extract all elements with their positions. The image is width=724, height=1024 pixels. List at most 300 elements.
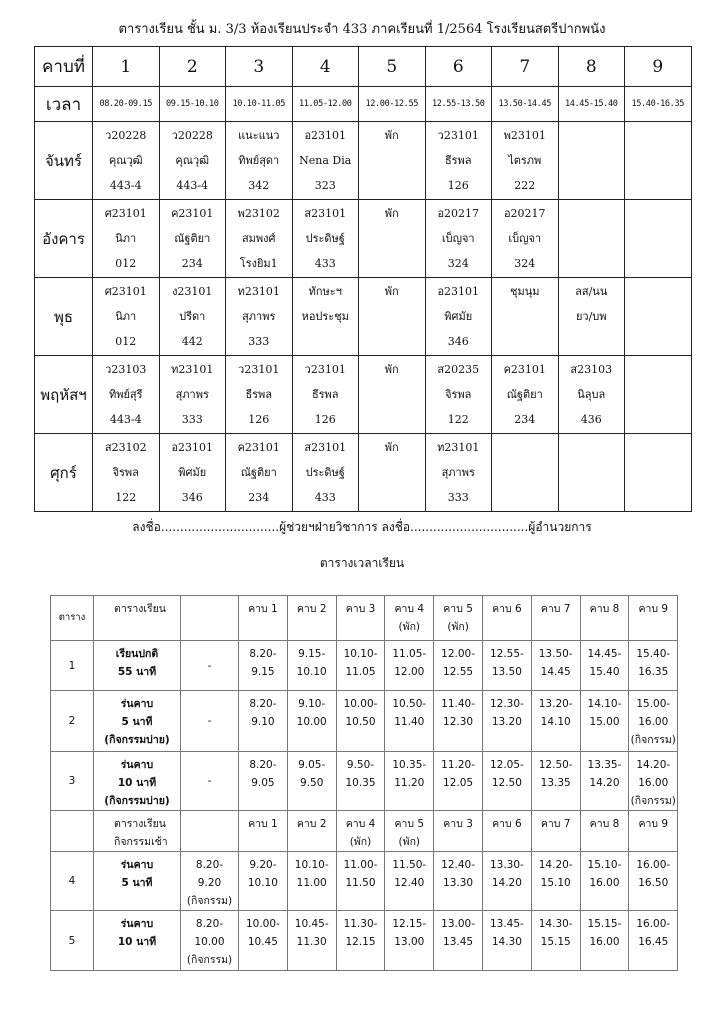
cell-line: 8.20- [249, 759, 277, 771]
cell-line: 324 [514, 257, 536, 270]
cell-line: ศ23101 [104, 285, 147, 298]
cell-line: 11.05 [345, 666, 376, 678]
cell-line: พิศมัย [178, 466, 207, 479]
time-cell [336, 596, 385, 641]
cell-line: 14.20 [491, 877, 522, 889]
cell-line: 10.00 [194, 936, 225, 948]
cell-line: นิลุบล [577, 388, 606, 401]
cell-line: (กิจกรรมบ่าย) [104, 734, 170, 746]
cell-line: 10.00- [343, 698, 378, 710]
cell-line: คาบ 5 [443, 603, 473, 615]
cell-line: 323 [314, 179, 336, 192]
cell-line: 15.40- [636, 648, 671, 660]
period-time: 12.55-13.50 [425, 87, 492, 122]
cell-line: ไตรภพ [508, 154, 542, 167]
cell-line: ว23101 [437, 129, 479, 142]
schedule-cell [425, 122, 492, 200]
time-cell [434, 641, 483, 691]
cell-line: 10 นาที [117, 777, 157, 789]
schedule-cell [292, 356, 359, 434]
cell-line: 12.40- [441, 859, 476, 871]
cell-line: 333 [447, 491, 469, 504]
cell-line: สุภาพร [175, 388, 209, 401]
time-cell [434, 911, 483, 971]
schedule-cell [558, 200, 625, 278]
period-label: คาบที่ [35, 47, 93, 87]
cell-line: ตารางเรียน [114, 818, 166, 830]
schedule-cell [93, 278, 160, 356]
cell-line: 12.55- [489, 648, 524, 660]
schedule-cell [292, 122, 359, 200]
cell-line: เบ็ญจา [441, 232, 475, 245]
cell-line: พ23102 [237, 207, 280, 220]
cell-line: 10.35 [345, 777, 376, 789]
time-cell [531, 852, 580, 911]
schedule-cell [93, 200, 160, 278]
cell-line: 8.20- [195, 918, 224, 930]
schedule-cell [558, 122, 625, 200]
period-number: 5 [359, 47, 426, 87]
cell-line: 012 [115, 257, 137, 270]
cell-line: 443-4 [109, 413, 142, 426]
schedule-cell [625, 278, 692, 356]
time-cell [580, 752, 629, 811]
time-cell [239, 811, 288, 852]
cell-line: คาบ 8 [589, 603, 620, 615]
cell-line: 16.00- [636, 918, 671, 930]
cell-line: 10.10 [296, 666, 327, 678]
schedule-cell [159, 278, 226, 356]
period-time-table [50, 595, 678, 971]
cell-line: 16.35 [638, 666, 669, 678]
cell-line: 11.50 [345, 877, 376, 889]
cell-line: ตาราง [58, 612, 86, 623]
time-table-row [51, 641, 678, 691]
signature-line: ลงชื่อ...............................ผู้ช่วยฯฝ่ายวิชาการ ลงชื่อ...............................ผู้อำนวยการ [132, 520, 592, 534]
cell-line: 15.00- [636, 698, 671, 710]
class-schedule-table [34, 46, 692, 512]
cell-line: อ23101 [171, 441, 214, 454]
cell-line: 12.30- [489, 698, 524, 710]
schedule-cell [558, 434, 625, 512]
cell-line: พ23101 [503, 129, 546, 142]
cell-line: ประดิษฐ์ [305, 466, 345, 479]
cell-line: Nena Dia [299, 154, 352, 167]
schedule-cell [359, 122, 426, 200]
cell-line: 12.05- [489, 759, 524, 771]
cell-line: ชุมนุม [510, 285, 540, 298]
cell-line: 1 [68, 659, 76, 672]
time-label: เวลา [35, 87, 93, 122]
schedule-cell [492, 356, 559, 434]
cell-line: 10.50 [345, 716, 376, 728]
time-cell [287, 691, 336, 752]
time-cell [181, 752, 239, 811]
time-cell [531, 752, 580, 811]
cell-line: 10.10- [294, 859, 329, 871]
cell-line: 443-4 [176, 179, 209, 192]
period-number: 1 [93, 47, 160, 87]
cell-line: 324 [447, 257, 469, 270]
time-cell [385, 911, 434, 971]
cell-line: คุณวุฒิ [175, 154, 210, 167]
schedule-cell [159, 434, 226, 512]
cell-line: 9.05- [298, 759, 326, 771]
time-cell [580, 911, 629, 971]
time-cell [434, 596, 483, 641]
table-number [51, 691, 94, 752]
cell-line: กิจกรรมเช้า [114, 836, 168, 848]
period-time: 14.45-15.40 [558, 87, 625, 122]
time-cell [287, 596, 336, 641]
schedule-cell [425, 200, 492, 278]
day-row [35, 434, 692, 512]
schedule-cell [359, 434, 426, 512]
cell-line: 16.00 [638, 716, 669, 728]
period-number: 4 [292, 47, 359, 87]
time-cell [336, 752, 385, 811]
cell-line: 234 [248, 491, 270, 504]
cell-line: อ23101 [304, 129, 347, 142]
cell-line: 4 [68, 875, 76, 887]
cell-line: ท23101 [171, 363, 214, 376]
time-cell [287, 752, 336, 811]
cell-line: 9.10 [251, 716, 275, 728]
cell-line: 11.00- [343, 859, 378, 871]
cell-line: 436 [580, 413, 602, 426]
time-cell [336, 691, 385, 752]
period-number: 6 [425, 47, 492, 87]
day-name: พุธ [35, 278, 93, 356]
cell-line: เบ็ญจา [508, 232, 542, 245]
cell-line: 126 [248, 413, 270, 426]
cell-line: 12.50 [491, 777, 522, 789]
day-name: ศุกร์ [35, 434, 93, 512]
time-cell [629, 691, 678, 752]
time-cell [434, 811, 483, 852]
time-cell [629, 811, 678, 852]
cell-line: พัก [384, 285, 399, 298]
cell-line: 15.15 [540, 936, 571, 948]
time-cell [531, 811, 580, 852]
time-cell [531, 691, 580, 752]
cell-line: 9.20- [249, 859, 277, 871]
schedule-cell [93, 356, 160, 434]
time-cell [336, 852, 385, 911]
page-title: ตารางเรียน ชั้น ม. 3/3 ห้องเรียนประจำ 433 ภาคเรียนที่ 1/2564 โรงเรียนสตรีปากพนัง [118, 22, 606, 37]
time-cell [629, 641, 678, 691]
time-cell [482, 752, 531, 811]
schedule-cell [226, 434, 293, 512]
cell-line: 12.00 [394, 666, 425, 678]
schedule-cell [359, 200, 426, 278]
time-cell [385, 752, 434, 811]
cell-line: ร่นคาบ [120, 918, 154, 930]
cell-line: 13.30 [443, 877, 474, 889]
cell-line: 15.00 [589, 716, 620, 728]
cell-line: อ23101 [437, 285, 480, 298]
time-cell [629, 911, 678, 971]
time-table-row [51, 596, 678, 641]
cell-line: ส23101 [304, 441, 347, 454]
time-cell [482, 852, 531, 911]
time-cell [336, 811, 385, 852]
cell-line: 15.10- [587, 859, 622, 871]
cell-line: 126 [447, 179, 469, 192]
cell-line: โรงยิม1 [239, 257, 278, 270]
cell-line: (พัก) [398, 621, 421, 633]
cell-line: ส23103 [570, 363, 613, 376]
cell-line: คาบ 4 [394, 603, 425, 615]
cell-line: ว23103 [105, 363, 147, 376]
cell-line: - [207, 775, 212, 787]
cell-line: 442 [181, 335, 203, 348]
cell-line: 13.20 [491, 716, 522, 728]
time-cell [580, 852, 629, 911]
cell-line: 9.50- [346, 759, 375, 771]
cell-line: ศ23101 [104, 207, 147, 220]
cell-line: คาบ 6 [492, 603, 522, 615]
cell-line: 10 นาที [117, 936, 157, 948]
cell-line: 12.15 [345, 936, 376, 948]
time-cell [287, 811, 336, 852]
time-cell [580, 641, 629, 691]
schedule-cell [226, 356, 293, 434]
period-header-row [35, 47, 692, 87]
cell-line: 12.15- [392, 918, 427, 930]
cell-line: 12.00- [441, 648, 476, 660]
schedule-type [94, 596, 181, 641]
cell-line: ทิพย์สุรี [108, 388, 143, 401]
schedule-cell [425, 434, 492, 512]
cell-line: พัก [384, 207, 399, 220]
schedule-cell [159, 122, 226, 200]
cell-line: (กิจกรรม) [630, 795, 676, 807]
cell-line: 9.20 [197, 877, 222, 889]
cell-line: ธีรพล [245, 388, 273, 401]
cell-line: 8.20- [195, 859, 224, 871]
cell-line: 10.45 [247, 936, 278, 948]
cell-line: จิรพล [445, 388, 472, 401]
schedule-cell [159, 200, 226, 278]
time-table-row [51, 691, 678, 752]
cell-line: 16.45 [638, 936, 669, 948]
cell-line: 346 [447, 335, 469, 348]
cell-line: 13.35 [540, 777, 571, 789]
time-cell [482, 911, 531, 971]
cell-line: 11.20 [394, 777, 425, 789]
cell-line: ทักษะฯ [308, 285, 342, 298]
schedule-cell [558, 278, 625, 356]
schedule-cell [492, 278, 559, 356]
cell-line: ลส/นน [575, 285, 608, 298]
cell-line: 433 [314, 491, 336, 504]
cell-line: ค23101 [503, 363, 546, 376]
cell-line: คาบ 2 [296, 818, 327, 830]
cell-line: ณัฐติยา [174, 232, 211, 245]
cell-line: 10.00 [296, 716, 327, 728]
cell-line: 16.00 [638, 777, 669, 789]
time-cell [482, 641, 531, 691]
time-cell [287, 641, 336, 691]
cell-line: (พัก) [447, 621, 469, 633]
day-name: จันทร์ [35, 122, 93, 200]
cell-line: ท23101 [437, 441, 480, 454]
schedule-cell [625, 200, 692, 278]
cell-line: 14.30- [538, 918, 573, 930]
cell-line: 13.20- [538, 698, 573, 710]
cell-line: ธีรพล [444, 154, 472, 167]
schedule-type [94, 911, 181, 971]
cell-line: ตารางเรียน [114, 603, 166, 615]
period-time: 10.10-11.05 [226, 87, 293, 122]
period-time: 08.20-09.15 [93, 87, 160, 122]
time-cell [239, 596, 288, 641]
time-cell [239, 641, 288, 691]
cell-line: ร่นคาบ [120, 698, 154, 710]
cell-line: 222 [514, 179, 536, 192]
schedule-cell [292, 434, 359, 512]
time-cell [531, 641, 580, 691]
cell-line: 9.15 [251, 666, 275, 678]
time-cell [482, 811, 531, 852]
cell-line: พัก [384, 129, 399, 142]
schedule-type [94, 641, 181, 691]
cell-line: ธีรพล [311, 388, 339, 401]
cell-line: 234 [514, 413, 536, 426]
cell-line: 14.10 [540, 716, 571, 728]
cell-line: ร่นคาบ [120, 759, 154, 771]
time-cell [482, 691, 531, 752]
cell-line: คาบ 9 [638, 603, 669, 615]
table-number [51, 752, 94, 811]
time-cell [336, 641, 385, 691]
time-cell [181, 691, 239, 752]
time-cell [385, 596, 434, 641]
cell-line: จิรพล [112, 466, 139, 479]
cell-line: ส20235 [437, 363, 480, 376]
cell-line: คาบ 1 [248, 818, 278, 830]
schedule-cell [625, 434, 692, 512]
cell-line: 14.20 [589, 777, 620, 789]
cell-line: 11.40- [441, 698, 476, 710]
cell-line: (กิจกรรม) [630, 734, 676, 746]
period-time: 15.40-16.35 [625, 87, 692, 122]
time-cell [434, 752, 483, 811]
cell-line: 234 [181, 257, 203, 270]
time-cell [181, 596, 239, 641]
cell-line: 12.50- [538, 759, 573, 771]
cell-line: ยว/บพ [575, 310, 607, 323]
cell-line: 3 [68, 775, 76, 787]
cell-line: คาบ 8 [589, 818, 620, 830]
cell-line: 13.50- [538, 648, 573, 660]
cell-line: 13.00 [394, 936, 425, 948]
cell-line: คาบ 3 [443, 818, 473, 830]
cell-line: 342 [248, 179, 270, 192]
cell-line: ว20228 [171, 129, 213, 142]
day-name: อังคาร [35, 200, 93, 278]
time-cell [181, 911, 239, 971]
cell-line: ส23102 [104, 441, 147, 454]
cell-line: สุภาพร [441, 466, 475, 479]
schedule-type [94, 811, 181, 852]
cell-line: แนะแนว [238, 129, 280, 142]
schedule-cell [292, 200, 359, 278]
schedule-cell [226, 278, 293, 356]
schedule-cell [359, 356, 426, 434]
time-cell [629, 596, 678, 641]
time-cell [181, 852, 239, 911]
cell-line: ท23101 [237, 285, 280, 298]
time-cell [385, 641, 434, 691]
cell-line: 333 [248, 335, 270, 348]
schedule-cell [93, 434, 160, 512]
cell-line: - [207, 715, 212, 727]
cell-line: 12.05 [443, 777, 474, 789]
cell-line: ส23101 [304, 207, 347, 220]
cell-line: คาบ 9 [638, 818, 669, 830]
cell-line: 14.30 [491, 936, 522, 948]
cell-line: 16.00- [636, 859, 671, 871]
time-cell [239, 852, 288, 911]
period-time: 13.50-14.45 [492, 87, 559, 122]
cell-line: ค23101 [237, 441, 280, 454]
cell-line: 122 [447, 413, 469, 426]
cell-line: คาบ 4 [345, 818, 376, 830]
period-number: 9 [625, 47, 692, 87]
day-row [35, 122, 692, 200]
table-number [51, 641, 94, 691]
period-number: 7 [492, 47, 559, 87]
cell-line: 16.50 [638, 877, 669, 889]
cell-line: 15.40 [589, 666, 620, 678]
schedule-cell [159, 356, 226, 434]
time-cell [239, 911, 288, 971]
time-cell [580, 691, 629, 752]
cell-line: 11.00 [296, 877, 327, 889]
cell-line: 15.15- [587, 918, 622, 930]
cell-line: ว23101 [238, 363, 280, 376]
cell-line: 10.10 [247, 877, 278, 889]
time-cell [580, 811, 629, 852]
cell-line: 16.00 [589, 936, 620, 948]
schedule-cell [226, 122, 293, 200]
time-cell [239, 752, 288, 811]
cell-line: หอประชุม [301, 310, 349, 323]
cell-line: (พัก) [398, 836, 421, 848]
schedule-cell [625, 122, 692, 200]
schedule-cell [425, 278, 492, 356]
cell-line: 10.35- [392, 759, 427, 771]
period-time: 09.15-10.10 [159, 87, 226, 122]
schedule-cell [292, 278, 359, 356]
schedule-cell [359, 278, 426, 356]
table-number [51, 911, 94, 971]
cell-line: 55 นาที [117, 666, 157, 678]
cell-line: 9.50 [300, 777, 324, 789]
cell-line: 13.50 [491, 666, 522, 678]
cell-line: ปรีดา [179, 310, 206, 323]
cell-line: คุณวุฒิ [108, 154, 143, 167]
cell-line: อ20217 [503, 207, 546, 220]
cell-line: 5 นาที [121, 716, 153, 728]
cell-line: 5 [68, 934, 76, 947]
period-number: 3 [226, 47, 293, 87]
time-cell [434, 852, 483, 911]
cell-line: ว23101 [304, 363, 346, 376]
cell-line: พิศมัย [444, 310, 473, 323]
